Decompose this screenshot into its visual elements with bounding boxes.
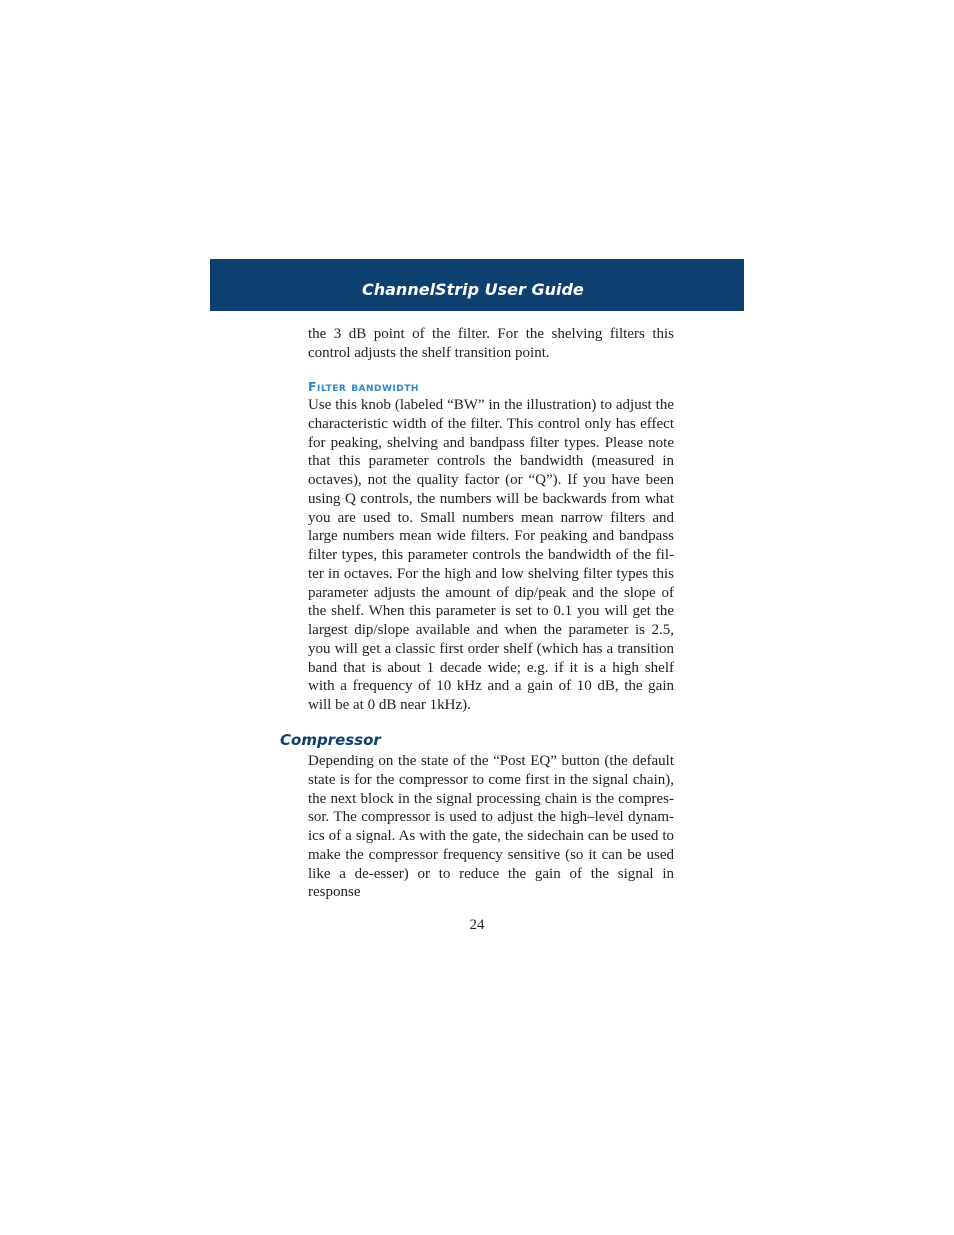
intro-paragraph: the 3 dB point of the filter. For the shelving filters this control adjusts the shelf transition point.	[308, 326, 674, 361]
document-title: ChannelStrip User Guide	[362, 280, 584, 299]
page-number: 24	[469, 917, 485, 933]
compressor-paragraph: Depending on the state of the “Post EQ” button (the default state is for the compressor to come first in the signal chain), the next block in the signal processing chain is the compressor. The compressor is used to adjust the high–level dynamics of a signal. As with the gate, the sidechain can be used to make the compressor frequency sensitive (so it can be used like a de-esser) or to reduce the gain of the signal in response	[308, 753, 674, 901]
filter-bandwidth-heading: Filter bandwidth	[308, 379, 419, 394]
compressor-heading: Compressor	[280, 731, 381, 749]
header-bar	[210, 259, 744, 311]
filter-bandwidth-paragraph: Use this knob (labeled “BW” in the illustration) to adjust the characteristic width of the filter. This control only has effect for peaking, shelving and bandpass filter types. Please note that this parameter controls the bandwidth (measured in octaves), not the quality factor (or “Q”). If you have been using Q controls, the numbers will be backwards from what you are used to. Small numbers mean narrow filters and large numbers mean wide filters. For peaking and bandpass filter types, this parameter controls the bandwidth of the filter in octaves. For the high and low shelving filter types this parameter adjusts the amount of dip/peak and the slope of the shelf. When this parameter is set to 0.1 you will get the largest dip/slope available and when the parameter is 2.5, you will get a classic first order shelf (which has a transition band that is about 1 decade wide; e.g. if it is a high shelf with a frequency of 10 kHz and a gain of 10 dB, the gain will be at 0 dB near 1kHz).	[308, 397, 674, 713]
